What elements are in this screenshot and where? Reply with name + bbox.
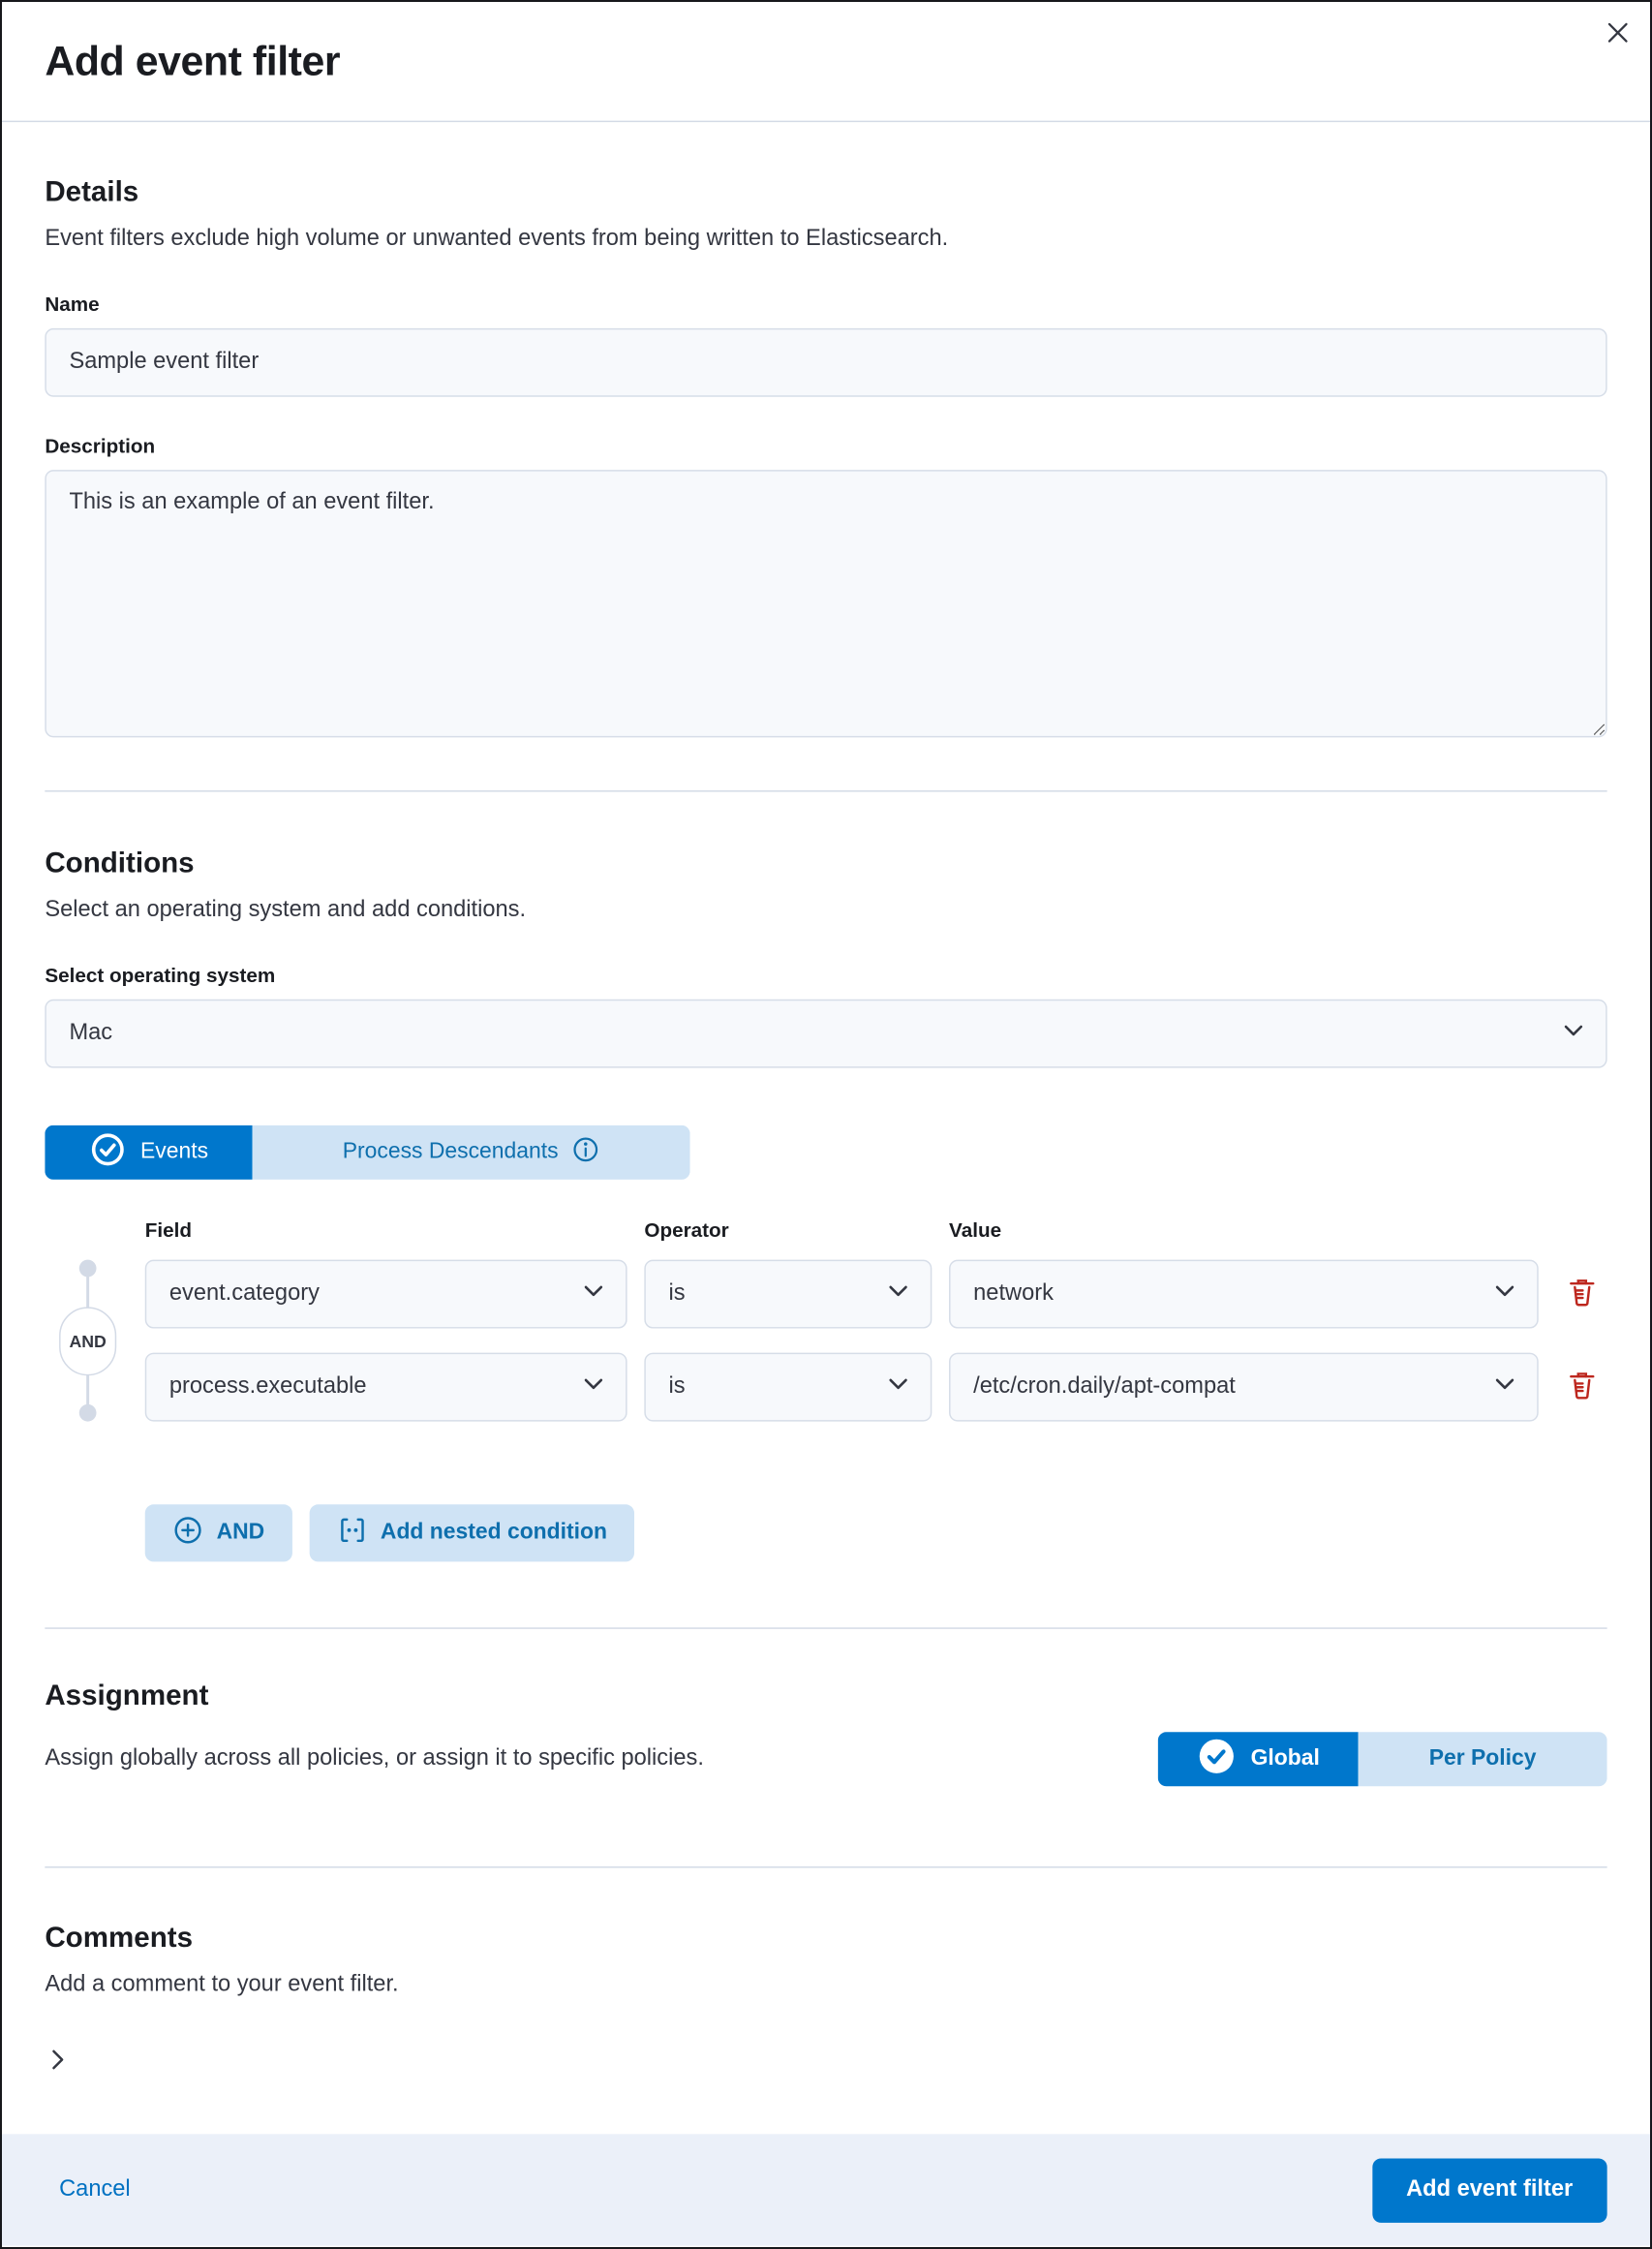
chevron-down-icon <box>1491 1277 1518 1310</box>
check-in-circle-filled-icon <box>1196 1736 1236 1783</box>
tab-events-label: Events <box>140 1139 209 1164</box>
conditions-heading: Conditions <box>45 847 195 879</box>
condition-type-tabs <box>45 1125 689 1180</box>
condition-row <box>145 1353 1607 1422</box>
conditions-section <box>45 792 1606 1562</box>
assignment-section <box>45 1629 1606 1787</box>
condition-column-labels <box>45 1218 1606 1243</box>
assignment-subtitle: Assign globally across all policies, or assign it to specific policies. <box>45 1745 704 1771</box>
connector-dot-bottom <box>79 1404 97 1422</box>
name-label: Name <box>45 292 100 316</box>
chevron-down-icon <box>1491 1370 1518 1403</box>
description-label: Description <box>45 434 156 457</box>
assignment-heading: Assignment <box>45 1679 209 1712</box>
check-in-circle-icon <box>89 1130 126 1175</box>
operator-column-label: Operator <box>644 1217 729 1242</box>
tab-process-descendants-label: Process Descendants <box>342 1139 559 1164</box>
chevron-down-icon <box>580 1277 607 1310</box>
toggle-per-policy[interactable] <box>1359 1732 1607 1786</box>
field-select[interactable] <box>145 1353 627 1422</box>
value-select[interactable] <box>949 1353 1539 1422</box>
chevron-right-icon <box>45 2046 71 2076</box>
comments-accordion-toggle[interactable] <box>45 2044 78 2078</box>
toggle-global-label: Global <box>1250 1745 1320 1771</box>
value-column-label: Value <box>949 1217 1002 1242</box>
tab-events[interactable] <box>45 1125 252 1180</box>
modal-title: Add event filter <box>45 39 341 85</box>
tab-process-descendants[interactable] <box>253 1125 690 1180</box>
value-select[interactable] <box>949 1260 1539 1329</box>
operator-select-value: is <box>668 1373 686 1399</box>
cancel-button[interactable]: Cancel <box>59 2176 131 2202</box>
connector-dot-top <box>79 1260 97 1278</box>
nested-icon <box>336 1514 368 1553</box>
close-button[interactable] <box>1593 11 1641 59</box>
os-select-label: Select operating system <box>45 963 276 987</box>
trash-icon <box>1565 1276 1598 1312</box>
chevron-down-icon <box>885 1370 912 1403</box>
details-section <box>45 122 1606 745</box>
info-icon[interactable] <box>571 1134 600 1170</box>
value-select-value: network <box>973 1280 1054 1306</box>
condition-buttons <box>45 1504 1606 1561</box>
toggle-per-policy-label: Per Policy <box>1428 1745 1537 1771</box>
value-select-value: /etc/cron.daily/apt-compat <box>973 1373 1236 1399</box>
modal-header <box>2 2 1650 122</box>
add-and-condition-button[interactable] <box>145 1504 292 1561</box>
and-badge: AND <box>59 1307 116 1375</box>
field-select-value: event.category <box>168 1280 320 1306</box>
add-event-filter-button[interactable]: Add event filter <box>1372 2158 1607 2222</box>
operator-select[interactable] <box>644 1260 932 1329</box>
condition-row <box>145 1260 1607 1329</box>
operator-select-value: is <box>668 1280 686 1306</box>
description-textarea[interactable] <box>45 470 1606 737</box>
close-icon <box>1604 19 1631 51</box>
plus-in-circle-icon <box>172 1514 204 1553</box>
name-input[interactable] <box>45 328 1606 397</box>
trash-icon <box>1565 1369 1598 1405</box>
and-connector <box>45 1260 131 1422</box>
comments-section <box>45 1868 1606 2079</box>
conditions-subtitle: Select an operating system and add conditions. <box>45 897 527 922</box>
os-select[interactable] <box>45 1000 1606 1068</box>
chevron-down-icon <box>1560 1016 1587 1050</box>
toggle-global[interactable] <box>1158 1732 1359 1786</box>
add-nested-label: Add nested condition <box>380 1520 607 1545</box>
operator-select[interactable] <box>644 1353 932 1422</box>
delete-condition-button[interactable] <box>1555 1353 1606 1422</box>
comments-heading: Comments <box>45 1922 194 1955</box>
details-heading: Details <box>45 176 139 208</box>
field-select[interactable] <box>145 1260 627 1329</box>
details-description: Event filters exclude high volume or unwanted events from being written to Elasticsearch. <box>45 226 949 252</box>
modal-footer <box>2 2134 1650 2245</box>
add-nested-condition-button[interactable] <box>309 1504 634 1561</box>
os-select-value: Mac <box>69 1020 113 1046</box>
chevron-down-icon <box>885 1277 912 1310</box>
condition-rows <box>45 1260 1606 1422</box>
comments-subtitle: Add a comment to your event filter. <box>45 1972 399 1997</box>
chevron-down-icon <box>580 1370 607 1403</box>
delete-condition-button[interactable] <box>1555 1260 1606 1329</box>
assignment-toggle-group <box>1158 1732 1607 1786</box>
add-and-label: AND <box>216 1520 265 1545</box>
field-column-label: Field <box>144 1217 193 1242</box>
field-select-value: process.executable <box>168 1373 367 1399</box>
